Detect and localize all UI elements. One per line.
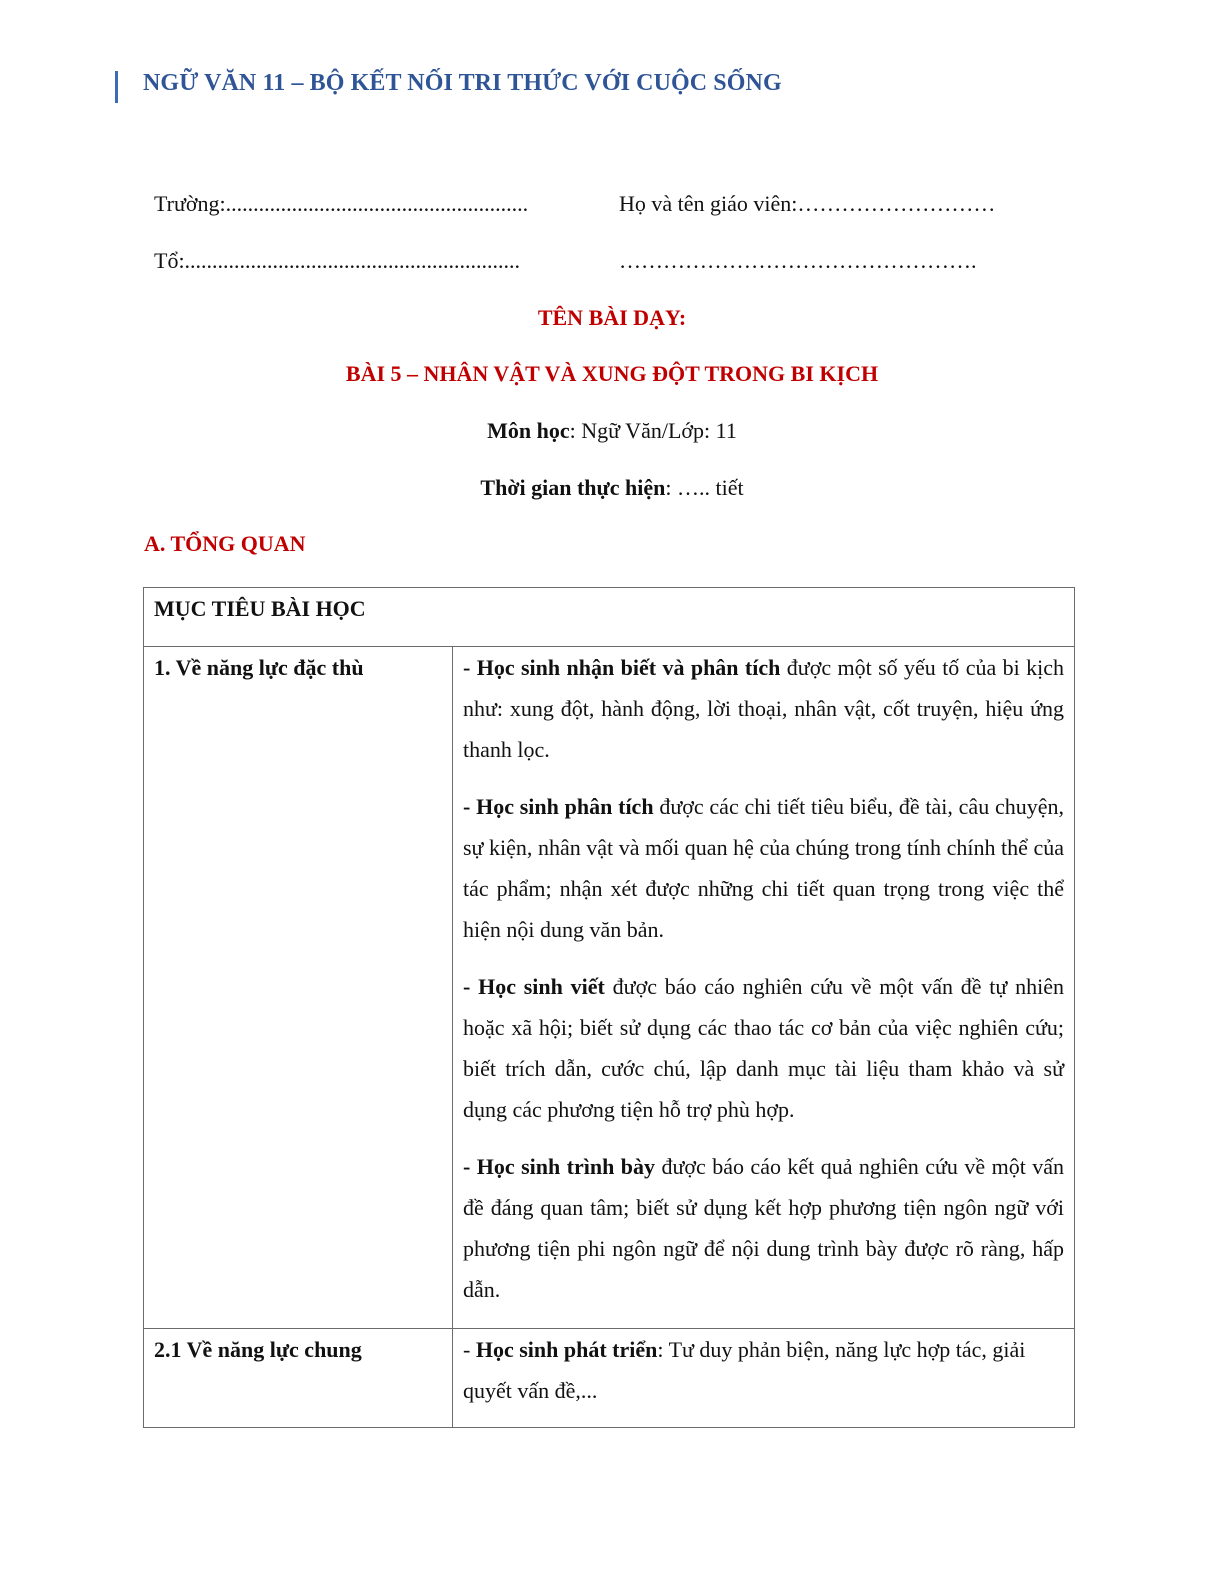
goal-item-text: được báo cáo nghiên cứu về một vấn đề tự nhiên hoặc xã hội; biết sử dụng các thao tác cơ bản của việc nghiên cứu; biết trích dẫn, cước chú, lập danh mục tài liệu tham khảo và sử dụng các phương tiện hỗ trợ phù hợp.	[463, 974, 1064, 1122]
lesson-name: BÀI 5 – NHÂN VẬT VÀ XUNG ĐỘT TRONG BI KỊCH	[345, 361, 879, 386]
goal-item-text: được một số yếu tố của bi kịch như: xung đột, hành động, lời thoại, nhân vật, cốt truyện, hiệu ứng thanh lọc.	[463, 655, 1064, 762]
goal-item	[463, 786, 1064, 950]
goal-item-lead: - Học sinh phân tích	[463, 794, 654, 819]
goal-item-text: : Tư duy phản biện, năng lực hợp tác, giải quyết vấn đề,...	[463, 1337, 1026, 1403]
header-accent-bar	[115, 71, 118, 103]
goals-table-header-text: MỤC TIÊU BÀI HỌC	[154, 596, 366, 621]
table-row	[144, 1329, 1075, 1428]
time-line	[0, 475, 1224, 501]
goal-item	[463, 1329, 1064, 1411]
goal-item-prefix: -	[463, 1337, 476, 1362]
subject-value: : Ngữ Văn/Lớp: 11	[569, 418, 737, 443]
time-label: Thời gian thực hiện	[480, 475, 666, 500]
learning-goals-table	[143, 587, 1075, 1428]
goal-item-lead: - Học sinh viết	[463, 974, 605, 999]
goal-item	[463, 966, 1064, 1130]
goal-item-lead: - Học sinh nhận biết và phân tích	[463, 655, 781, 680]
teacher-name-continuation: ………………………………………….	[619, 248, 977, 273]
time-value: : ….. tiết	[665, 475, 744, 500]
group-field: Tổ:.............................................................	[154, 248, 521, 273]
goal-item-lead: - Học sinh trình bày	[463, 1154, 656, 1179]
row-label: 2.1 Về năng lực chung	[144, 1329, 453, 1428]
table-row	[144, 647, 1075, 1329]
document-header-title: NGỮ VĂN 11 – BỘ KẾT NỐI TRI THỨC VỚI CUỘC SỐNG	[143, 70, 782, 96]
goal-item-text: được báo cáo kết quả nghiên cứu về một vấn đề đáng quan tâm; biết sử dụng kết hợp phương tiện ngôn ngữ với phương tiện phi ngôn ngữ để nội dung trình bày được rõ ràng, hấp dẫn.	[463, 1154, 1065, 1302]
teacher-name-field: Họ và tên giáo viên:………………………	[619, 191, 996, 216]
goal-item-text: được các chi tiết tiêu biểu, đề tài, câu chuyện, sự kiện, nhân vật và mối quan hệ của chúng trong tính chính thể của tác phẩm; nhận xét được những chi tiết quan trọng trong việc thể hiện nội dung văn bản.	[463, 794, 1064, 942]
row-content	[453, 647, 1075, 1329]
row-label: 1. Về năng lực đặc thù	[144, 647, 453, 1329]
row-content	[453, 1329, 1075, 1428]
subject-label: Môn học	[487, 418, 570, 443]
section-a-title: A. TỔNG QUAN	[144, 531, 306, 556]
goals-table-header	[144, 588, 1075, 647]
goal-item-lead: Học sinh phát triển	[475, 1337, 658, 1362]
school-field: Trường:.......................................................	[154, 191, 529, 216]
goal-item	[463, 647, 1064, 770]
goal-item	[463, 1146, 1064, 1310]
lesson-label: TÊN BÀI DẠY:	[537, 305, 687, 330]
subject-line	[0, 418, 1224, 444]
